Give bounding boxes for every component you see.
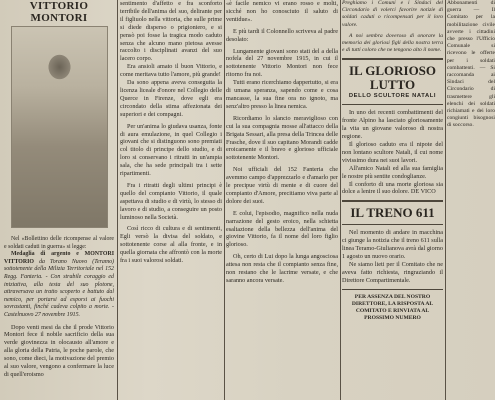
col3-paragraph-1: «è facile nemico vi erano rosso e molti, sicché non ho conosciuto il saluto di ventidue». (226, 0, 338, 23)
column-4 (342, 0, 443, 400)
portrait-photo (11, 26, 108, 228)
caption-intro: Nel «Bollettino delle ricompense al valore e soldati caduti in guerra» si legge: (4, 236, 114, 250)
col3-paragraph-7: E colui, l'episodio, magnifico nella nuda narrazione del gesto eroico, nella schietta esaltazione della bellezza dell'anima del giovine Vittorio, fa il nome del loro figlio glorioso. (226, 209, 338, 249)
column-5-cropped (447, 0, 495, 400)
column-2 (120, 0, 222, 400)
col2-paragraph-2: Era ansioli amato il buon Vittorio, e come meritava tutto l'amore, più grande! (120, 63, 222, 79)
treno-paragraph-1: Nel momento di andare in macchina ci giunge la notizia che il treno 611 sulla linea Teramo-Giulianova avrà dal giorno 1 agosto un nuovo orario. (342, 229, 443, 261)
photo-caption (4, 236, 114, 320)
col3-paragraph-2: E più tardi il Colonnello scriveva al padre desolato: (226, 27, 338, 43)
column-divider (445, 0, 446, 400)
lutto-paragraph-1: In uno dei recenti combattimenti del fronte Alpino ha lasciato gloriosamente la vita un giovane valoroso di nostra regione. (342, 109, 443, 141)
treno-paragraph-2: Ne siamo lieti per il Comitato che ne aveva fatto richiesta, ringraziando il Direttore Compartimentale. (342, 261, 443, 284)
col2-paragraph-3: Da sono appena aveva conseguita la licenza liceale d'onore nel Collegio delle Querce in Firenze, dove egli era circondato della stima affezionata dei superiori e dei compagni. (120, 79, 222, 118)
col3-paragraph-4: Tutti erano ricerchiamo dappertutto, si era di umana speranza, sapendo come e cosa mancasse, la sua fine ora no ignoto, ma senz'altro presso la linea nemica. (226, 79, 338, 110)
caption-medal-text: da Torano Nuovo (Teramo) sottotenente della Milizia Territoriale nel 152 Regg. Fanteria. - Con strabile coraggio ed iniziativa, alla testa del suo plotone, attraversava un tratto scoperto e battuto dal nemico, per portarsi ad esporsi ai fuochi sovrastanti, finché cadeva colpito a morte. - Castelnuovo 27 novembre 1915. (4, 258, 114, 318)
col2-paragraph-5: Fra i ritratti degli ultimi principi è quello del compianto Vittorio, il quale aspettava di studio e di virtù, lo stesso di lavoro e di studio, a conseguire un posto luminoso nella Società. (120, 181, 222, 221)
col2-paragraph-1: sentimento d'affetto e fra sconforto terribile dell'anima del suo, delirante per il figliuolo nella vittoria, che sulle prime si diede disperso o prigioniero, e si pensò poi fosse la tragica modo caduto senza che alcuno mano pietosa avesse raccolto i disciplinati avanzi del suo lacero corpo. (120, 0, 222, 63)
article-headline: VITTORIO MONTORI (29, 0, 89, 24)
col5-fragment: Abbonamenti di guerra — Il Comitato per la mobilitazione civile avverte i cittadini che presso l'Ufficio Comunale si ricevono le offerte per i soldati combattenti. — Si raccomanda ai Sindaci del Circondario di trasmettere gli elenchi dei soldati richiamati e dei loro congiunti bisognosi di soccorso. (447, 0, 495, 129)
col2-paragraph-6: Così ricco di cultura e di sentimenti, Egli versò la divisa del soldato, e sottotenente corse al alla fronte, e in quella giornata che affrontò con la morte fra i suoi valorosi soldati. (120, 225, 222, 265)
top-notice-text-2: A noi sembra doveroso di onorare la memoria dei gloriosi figli della nostra terra e di tutti coloro che ne tengono alto il nome. (342, 32, 443, 54)
col3-paragraph-8: Oh, certo di Lui dopo la lunga angosciosa attesa non resta che il compianto senza fine, non restano che le lacrime versate, e che saranno ancora versate. (226, 253, 338, 284)
top-notice (342, 0, 443, 54)
top-notice-text: Preghiamo i Comuni e i Sindaci del Circondario di volerci favorire notizie di soldati caduti o ricompensati per il loro valore. (342, 0, 443, 28)
section-subtitle-lutto: DELLO SCULTORE NATALI (348, 93, 437, 100)
col3-paragraph-6: Noi ufficiali del 152 Fanteria che avemmo campo d'apprezzarlo e d'amarlo per le precipue virtù di mente e di cuore del compianto d'Amore, precitiamo viva parte al dolore dei suoi. (226, 166, 338, 205)
column-1 (4, 0, 114, 400)
footer-notice: PER ASSENZA DEL NOSTRO DIRETTORE, LA RISPOSTA AL COMITATO E RINVIATA AL PROSSIMO NUMERO (351, 293, 434, 322)
column-divider (224, 0, 225, 400)
column-3 (226, 0, 338, 400)
section-title-lutto: IL GLORIOSO LUTTO (348, 63, 437, 93)
column-divider (117, 0, 118, 400)
column-divider (340, 0, 341, 400)
col2-paragraph-4: Per un'anima lo giudava usanza, fonte di aura emulazione, in quel Collegio i giovani che si distinguono sono premiati col titolo di principe dello studio, e di loro si conservano i ritratti in un'ampia sala, che ha sede principali tra i sette ripartimenti. (120, 122, 222, 178)
col3-paragraph-3: Lungamente giovani sono stati del a della nofela del 27 novembre 1915, in cui il sottotenente Vittorio Montori non fece ritorno fra noi. (226, 47, 338, 79)
lutto-paragraph-3: All'amico Natali ed alla sua famiglia le nostre più sentite condoglianze. (342, 164, 443, 180)
section-title-treno: IL TRENO 611 (350, 205, 435, 221)
col1-paragraph-1: Dopo venti mesi da che il prode Vittorio Montori fece il nobile sacrificio della sua verde giovinezza in olocausto all'amore e alla gloria della Patria, le poche parole, che sono, come dieci, la motivazione del premio al suo valore, vengono a confermare la luce di quell'eroismo (4, 323, 114, 378)
lutto-paragraph-4: Il conforto di una morte gloriosa sia dolce a lenire il suo dolore. DE VICO (342, 180, 443, 196)
col3-paragraph-5: Ricordiamo lo slancio meraviglioso con cui la sua compagnia mosse all'attacco della Brigata Sessari, alla presa della Trincea delle Frasche, dove il suo capitano Morandi cadde eroicamente e il bravo e glorioso ufficiale sottotenente Montori. (226, 114, 338, 162)
caption-medal-title: Medaglia di argento e MONTORI VITTORIO (4, 251, 114, 265)
lutto-paragraph-2: Il glorioso caduto era il nipote del non lontano scultore Natali, il cui nome vivissimo dura nei suoi lavori. (342, 141, 443, 164)
caption-medal (4, 251, 114, 319)
